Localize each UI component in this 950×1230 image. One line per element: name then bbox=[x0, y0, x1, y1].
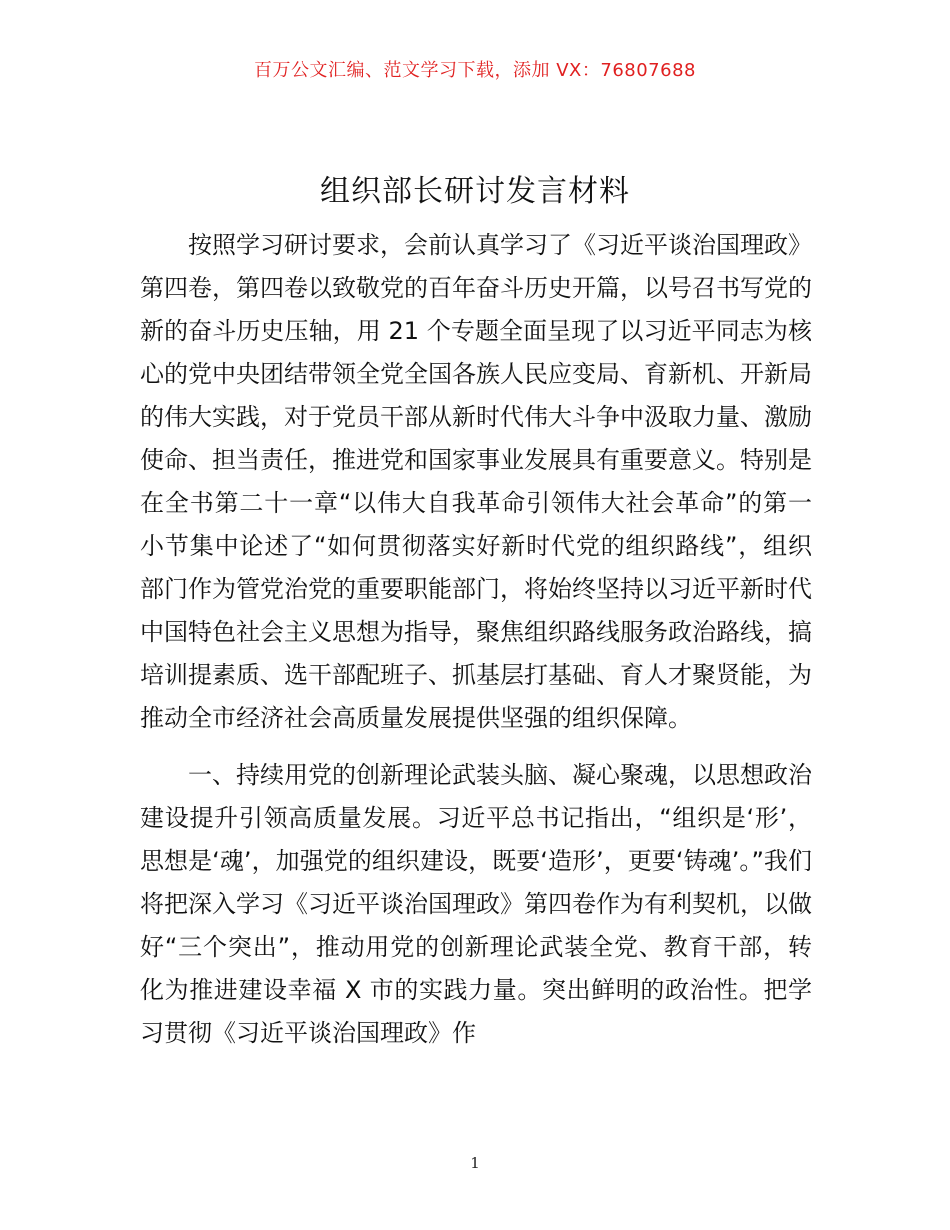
document-title: 组织部长研讨发言材料 bbox=[320, 174, 630, 209]
page-number: 1 bbox=[470, 1154, 480, 1172]
body-paragraph-2: 一、持续用党的创新理论武装头脑、凝心聚魂，以思想政治建设提升引领高质量发展。习近平总书记指出，“组织是‘形’，思想是‘魂’，加强党的组织建设，既要‘造形’，更要‘铸魂’。”我们将把深入学习《习近平谈治国理政》第四卷作为有利契机，以做好“三个突出”，推动用党的创新理论武装全党、教育干部，转化为推进建设幸福 X 市的实践力量。突出鲜明的政治性。把学习贯彻《习近平谈治国理政》作 bbox=[140, 761, 812, 1047]
body-paragraph-1: 按照学习研讨要求，会前认真学习了《习近平谈治国理政》第四卷，第四卷以致敬党的百年奋斗历史开篇，以号召书写党的新的奋斗历史压轴，用 21 个专题全面呈现了以习近平同志为核心的党中央团结带领全党全国各族人民应变局、育新机、开新局的伟大实践，对于党员干部从新时代伟大斗争中汲取力量、激励使命、担当责任，推进党和国家事业发展具有重要意义。特别是在全书第二十一章“以伟大自我革命引领伟大社会革命”的第一小节集中论述了“如何贯彻落实好新时代党的组织路线”，组织部门作为管党治党的重要职能部门，将始终坚持以习近平新时代中国特色社会主义思想为指导，聚焦组织路线服务政治路线，搞培训提素质、选干部配班子、抓基层打基础、育人才聚贤能，为推动全市经济社会高质量发展提供坚强的组织保障。 bbox=[140, 231, 812, 732]
document-body bbox=[140, 224, 812, 1055]
header-banner: 百万公文汇编、范文学习下载，添加 VX：76807688 bbox=[254, 60, 696, 81]
